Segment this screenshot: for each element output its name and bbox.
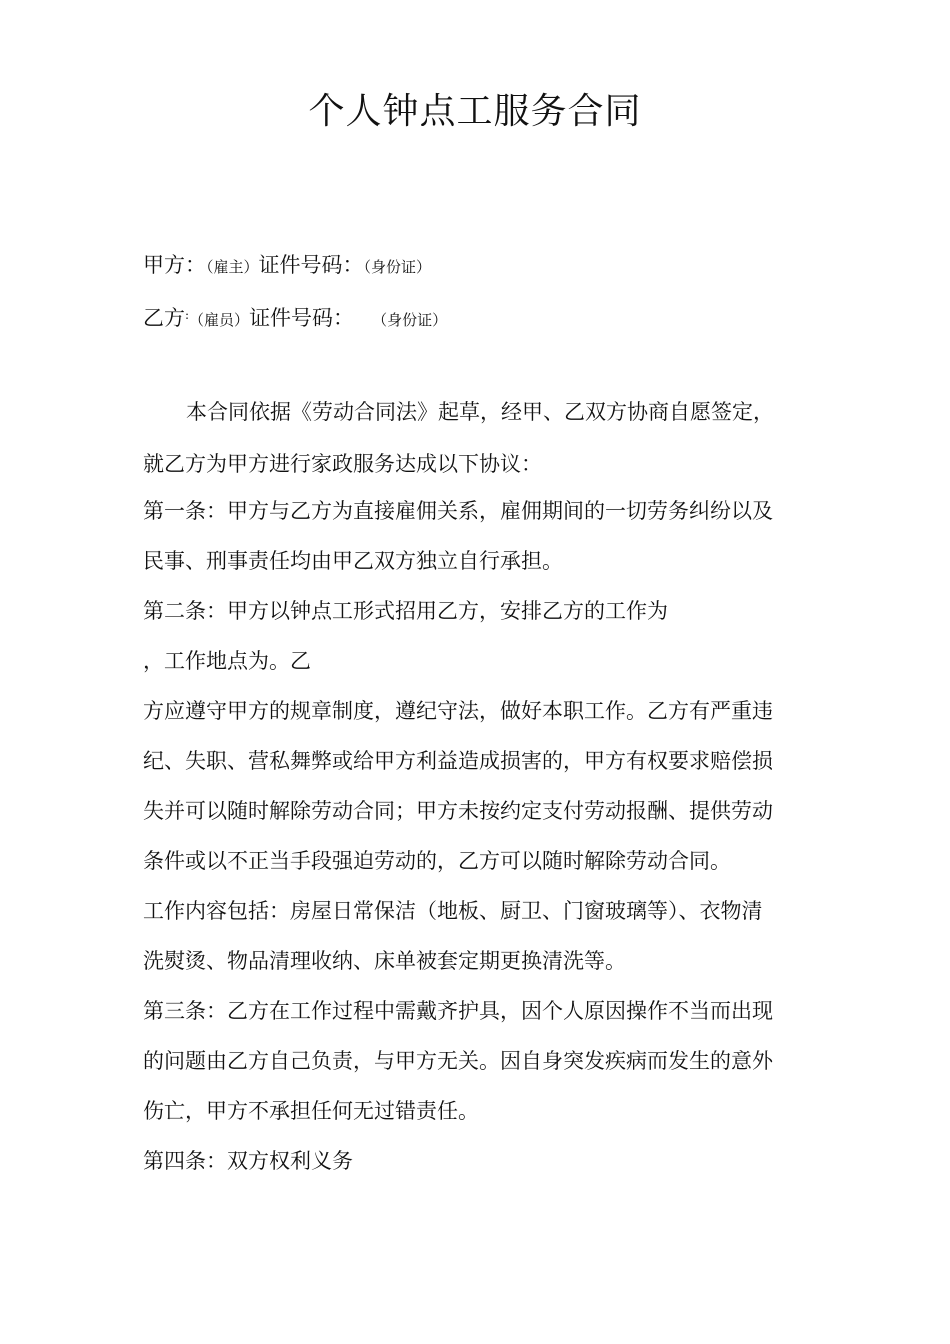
paragraph-line: 纪、失职、营私舞弊或给甲方利益造成损害的，甲方有权要求赔偿损	[143, 749, 773, 773]
paragraph-line: 就乙方为甲方进行家政服务达成以下协议：	[143, 452, 542, 476]
paragraph-line: 工作内容包括：房屋日常保洁（地板、厨卫、门窗玻璃等）、衣物清	[143, 899, 763, 923]
paragraph-line: 伤亡，甲方不承担任何无过错责任。	[143, 1099, 479, 1123]
contract-title: 个人钟点工服务合同	[308, 91, 642, 132]
paragraph-line: 第四条：双方权利义务	[143, 1149, 353, 1173]
party-a-id-type: （身份证）	[363, 258, 432, 276]
party-b-label: 乙方	[143, 306, 185, 330]
paragraph-line: 失并可以随时解除劳动合同；甲方未按约定支付劳动报酬、提供劳动	[143, 799, 773, 823]
party-b-id-label: 证件号码：	[249, 306, 355, 330]
paragraph-line: 第二条：甲方以钟点工形式招用乙方，安排乙方的工作为	[143, 599, 668, 623]
paragraph-line: 洗熨烫、物品清理收纳、床单被套定期更换清洗等。	[143, 949, 626, 973]
party-a-id-label: 证件号码：	[258, 253, 364, 277]
party-b-role: （雇员）	[189, 311, 250, 329]
party-a-role: （雇主）	[206, 258, 259, 276]
party-a-line	[143, 250, 431, 282]
party-b-colon: :	[185, 308, 190, 322]
paragraph-line: 第三条：乙方在工作过程中需戴齐护具，因个人原因操作不当而出现	[143, 999, 773, 1023]
party-b-id-type: （身份证）	[372, 311, 448, 329]
paragraph-line: ，工作地点为。乙	[143, 649, 311, 673]
paragraph-line: 方应遵守甲方的规章制度，遵纪守法，做好本职工作。乙方有严重违	[143, 699, 773, 723]
party-b-line	[143, 300, 447, 335]
paragraph-line: 的问题由乙方自己负责，与甲方无关。因自身突发疾病而发生的意外	[143, 1049, 773, 1073]
party-a-label: 甲方：	[143, 253, 206, 277]
paragraph-line: 民事、刑事责任均由甲乙双方独立自行承担。	[143, 549, 563, 573]
paragraph-line: 条件或以不正当手段强迫劳动的，乙方可以随时解除劳动合同。	[143, 849, 731, 873]
paragraph-line: 本合同依据《劳动合同法》起草，经甲、乙双方协商自愿签定，	[186, 400, 774, 424]
paragraph-line: 第一条：甲方与乙方为直接雇佣关系，雇佣期间的一切劳务纠纷以及	[143, 499, 773, 523]
